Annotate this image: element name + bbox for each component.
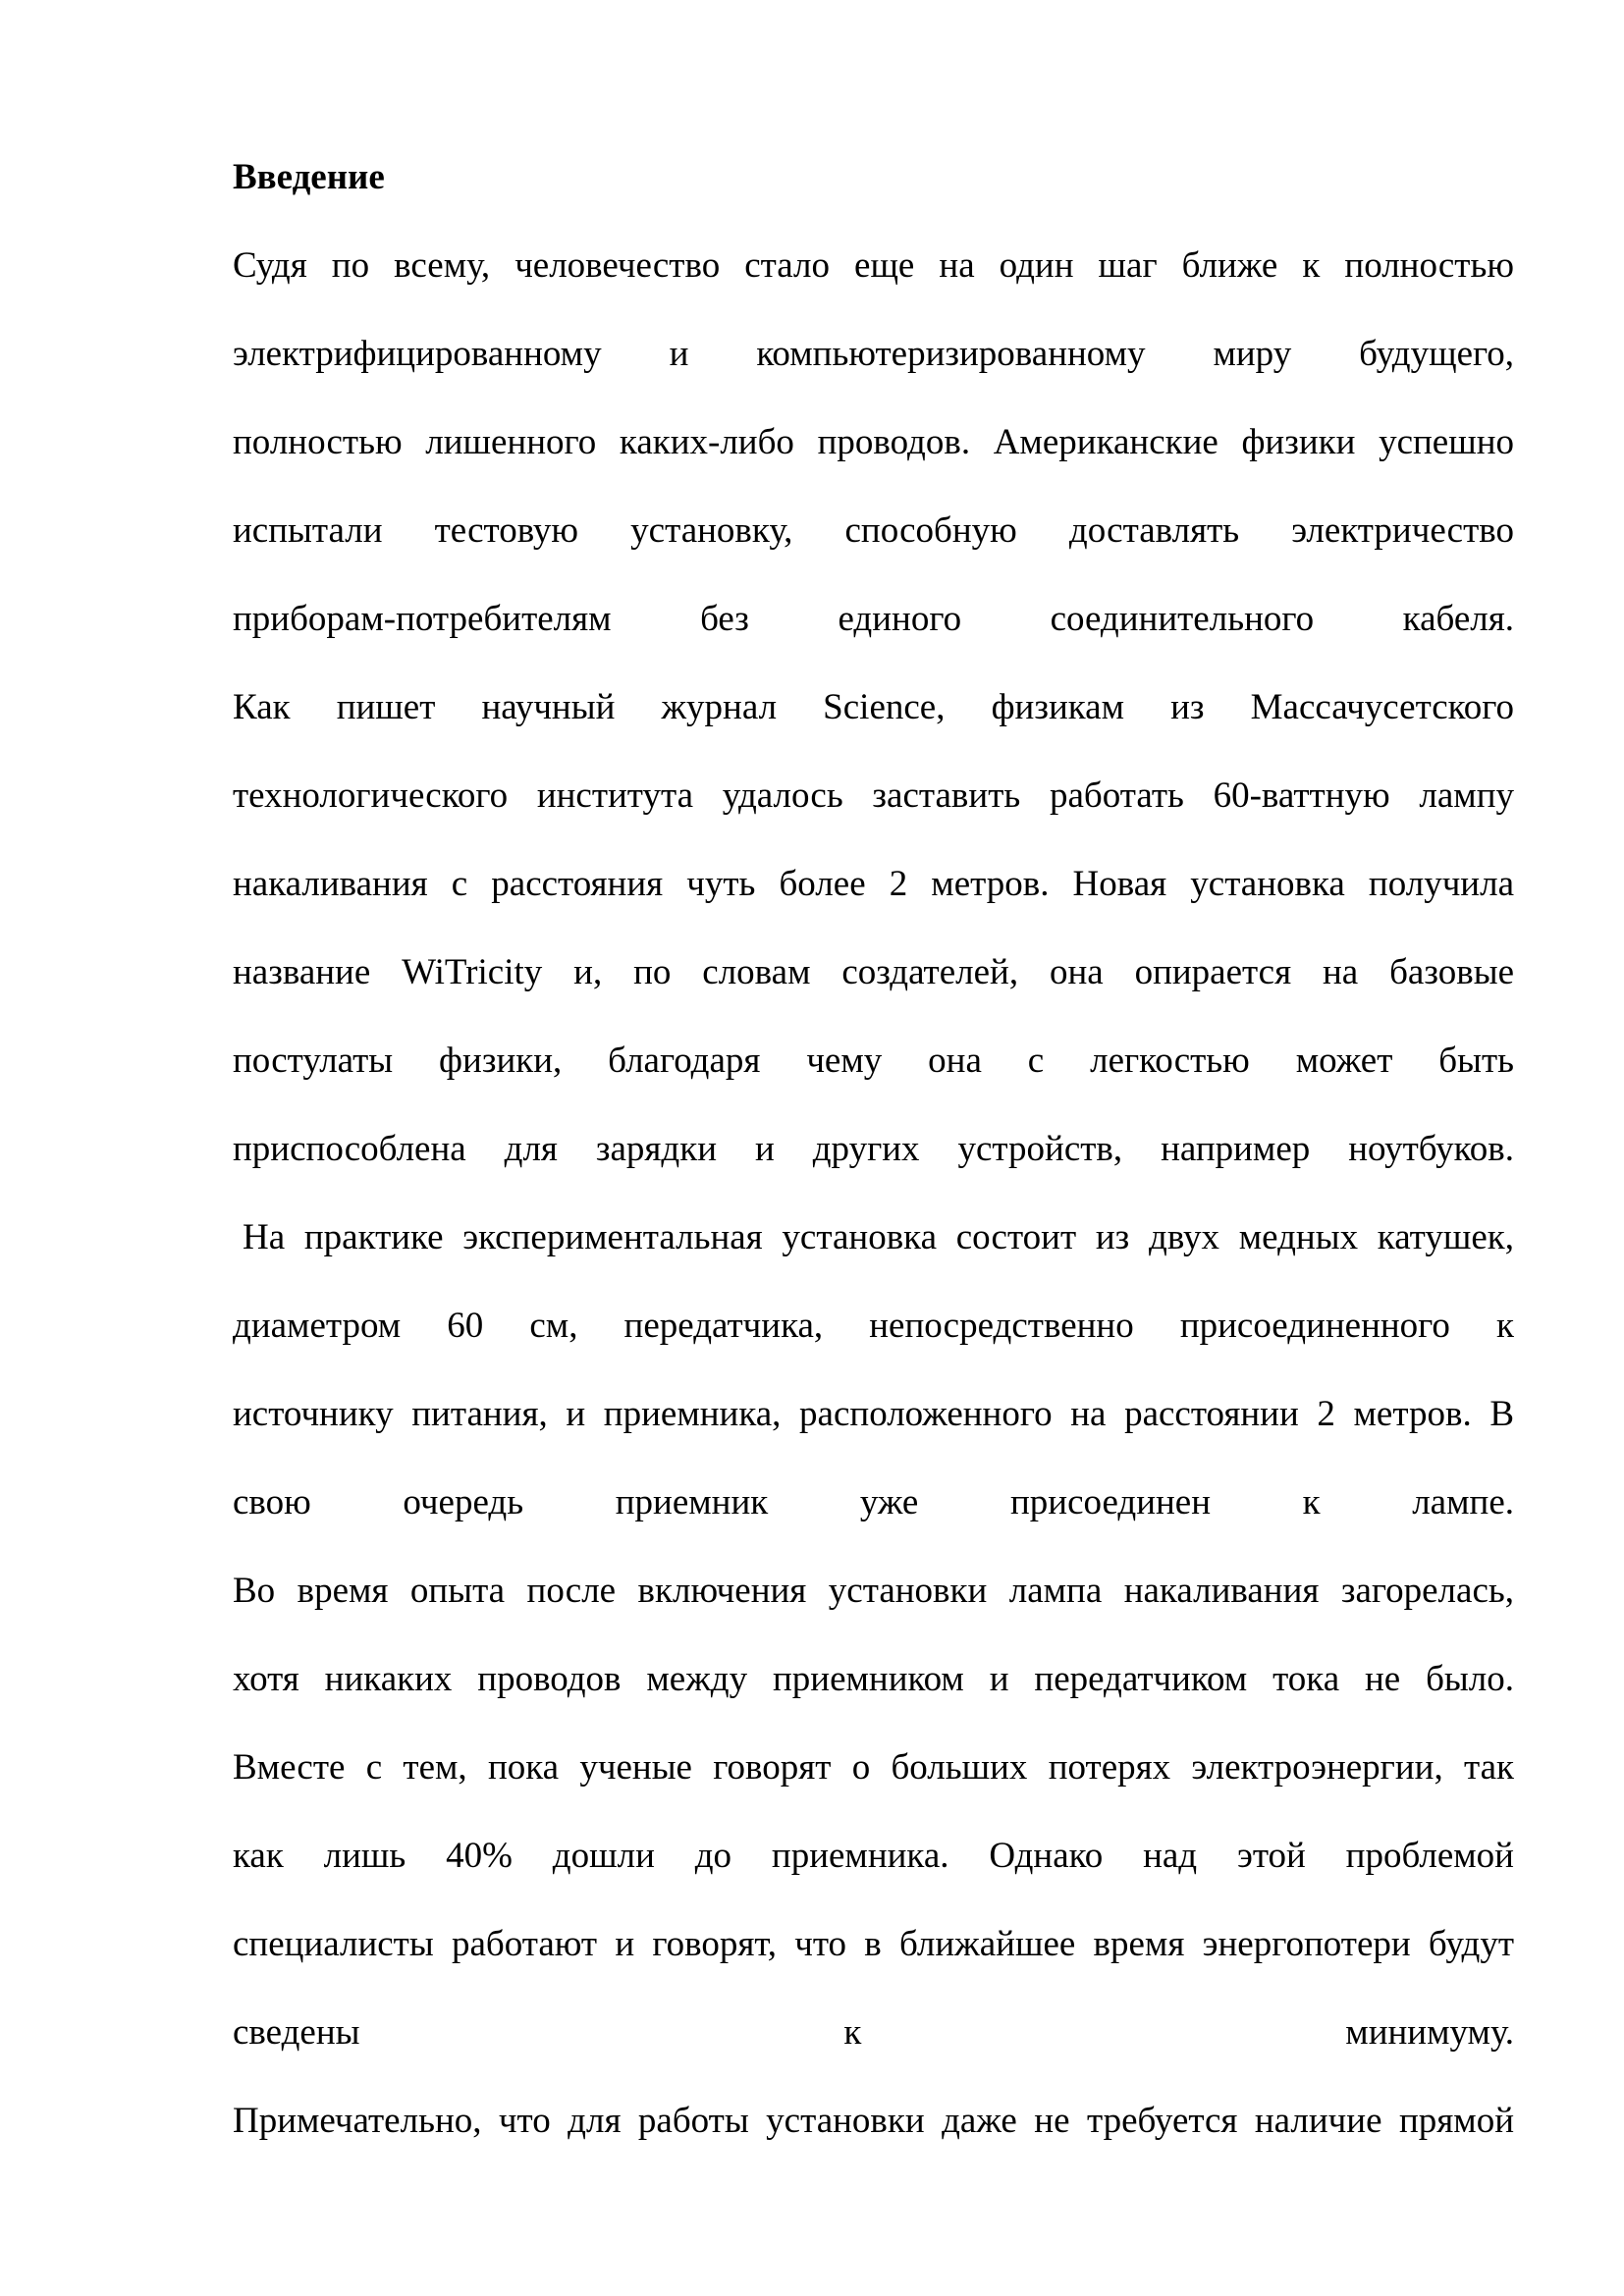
text-line: Примечательно, что для работы установки даже не требуется наличие прямой — [233, 2101, 1514, 2141]
section-heading: Введение — [233, 157, 385, 197]
text-line: постулаты физики, благодаря чему она с легкостью может быть — [233, 1041, 1514, 1081]
text-line: Судя по всему, человечество стало еще на один шаг ближе к полностью — [233, 245, 1514, 286]
text-line: Во время опыта после включения установки лампа накаливания загорелась, — [233, 1571, 1514, 1611]
text-line: электрифицированному и компьютеризированному миру будущего, — [233, 334, 1514, 374]
text-line: приборам-потребителям без единого соединительного кабеля. — [233, 599, 1514, 639]
text-line: полностью лишенного каких-либо проводов. Американские физики успешно — [233, 422, 1514, 462]
text-line: название WiTricity и, по словам создателей, она опирается на базовые — [233, 952, 1514, 992]
text-line: накаливания с расстояния чуть более 2 метров. Новая установка получила — [233, 864, 1514, 904]
text-line: Вместе с тем, пока ученые говорят о больших потерях электроэнергии, так — [233, 1747, 1514, 1788]
text-line: источнику питания, и приемника, расположенного на расстоянии 2 метров. В — [233, 1394, 1514, 1434]
text-line: приспособлена для зарядки и других устройств, например ноутбуков. — [233, 1129, 1514, 1169]
text-line: свою очередь приемник уже присоединен к лампе. — [233, 1482, 1514, 1522]
body-text — [233, 240, 1514, 2184]
text-line: как лишь 40% дошли до приемника. Однако над этой проблемой — [233, 1836, 1514, 1876]
text-line: технологического института удалось заставить работать 60-ваттную лампу — [233, 775, 1514, 816]
text-line: специалисты работают и говорят, что в ближайшее время энергопотери будут — [233, 1924, 1514, 1964]
text-line: испытали тестовую установку, способную доставлять электричество — [233, 510, 1514, 551]
text-line: диаметром 60 см, передатчика, непосредственно присоединенного к — [233, 1306, 1514, 1346]
text-line: сведены к минимуму. — [233, 2012, 1514, 2053]
text-line: Как пишет научный журнал Science, физикам из Массачусетского — [233, 687, 1514, 727]
text-line: На практике экспериментальная установка состоит из двух медных катушек, — [243, 1217, 1514, 1257]
text-line: хотя никаких проводов между приемником и передатчиком тока не было. — [233, 1659, 1514, 1699]
